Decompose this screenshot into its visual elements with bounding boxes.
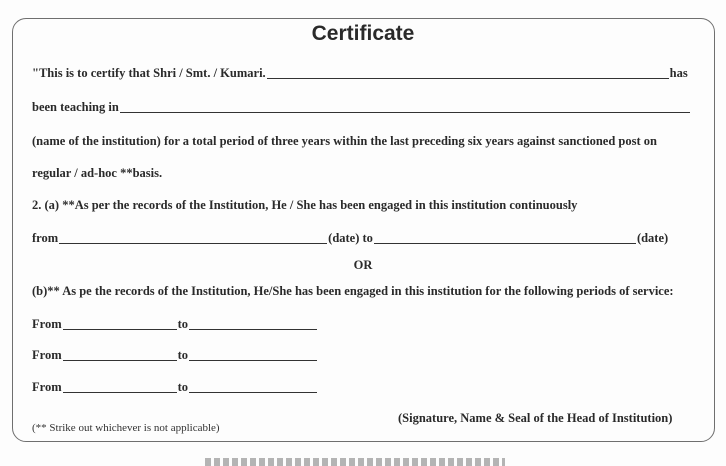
- cropped-text-smudge: [205, 458, 505, 466]
- period-to-label: to: [177, 380, 189, 394]
- period-from-label: From: [32, 317, 62, 331]
- period-from-blank: [63, 349, 177, 361]
- period-to-label: to: [177, 348, 189, 362]
- or-separator: OR: [353, 258, 373, 272]
- period-row: [32, 348, 318, 363]
- line-from-to-dates: [32, 231, 668, 246]
- from-text: from: [32, 231, 59, 245]
- period-row: [32, 317, 318, 332]
- line-basis: [32, 166, 162, 181]
- period-from-blank: [63, 318, 177, 330]
- has-text: has: [669, 66, 688, 80]
- teaching-text: been teaching in: [32, 100, 119, 114]
- line-2a: [32, 198, 577, 213]
- line-institution-period: [32, 134, 657, 149]
- certify-text: "This is to certify that Shri / Smt. / Kumari.: [32, 66, 266, 80]
- to-date-blank: [374, 232, 636, 244]
- institution-blank: [120, 101, 690, 113]
- clause-2a-text: 2. (a) **As per the records of the Institution, He / She has been engaged in this institution continuously: [32, 198, 578, 212]
- period-to-blank: [189, 318, 317, 330]
- period-from-label: From: [32, 380, 62, 394]
- basis-text: regular / ad-hoc **basis.: [32, 166, 163, 180]
- signature-label: (Signature, Name & Seal of the Head of Institution): [398, 411, 673, 425]
- certificate-border: [12, 18, 715, 442]
- certificate-title: Certificate: [311, 22, 415, 45]
- period-to-label: to: [177, 317, 189, 331]
- clause-2b-text: (b)** As pe the records of the Institution, He/She has been engaged in this institution for the following periods of service:: [32, 284, 674, 298]
- institution-period-text: (name of the institution) for a total period of three years within the last preceding six years against sanctioned post on: [32, 134, 657, 148]
- period-row: [32, 380, 318, 395]
- period-from-label: From: [32, 348, 62, 362]
- from-date-blank: [59, 232, 327, 244]
- date-to-text: (date) to: [328, 231, 373, 245]
- period-from-blank: [63, 381, 177, 393]
- strike-out-note: (** Strike out whichever is not applicable): [32, 422, 220, 434]
- line-certify: [32, 66, 688, 81]
- name-blank: [267, 67, 669, 79]
- line-teaching: [32, 100, 691, 115]
- date-end-text: (date): [636, 231, 669, 245]
- line-2b: [32, 284, 674, 299]
- period-to-blank: [189, 381, 317, 393]
- period-to-blank: [189, 349, 317, 361]
